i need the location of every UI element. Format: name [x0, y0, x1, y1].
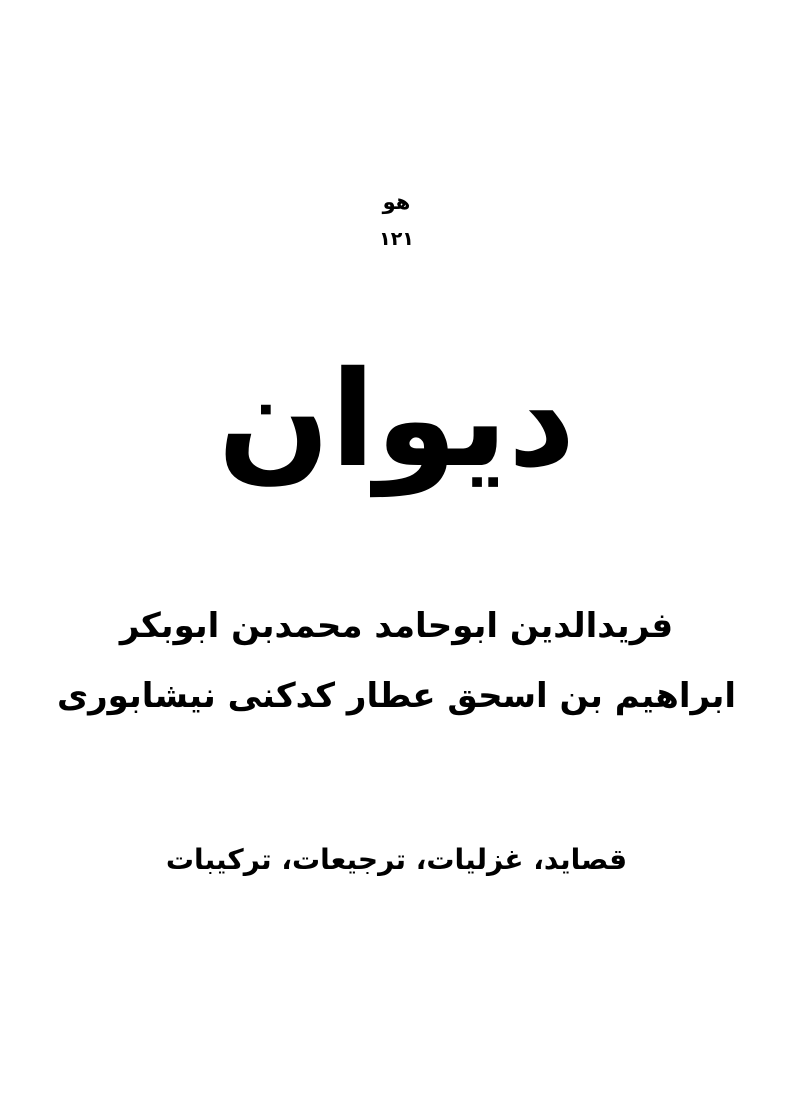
invocation-hu: هو [382, 190, 411, 214]
author-name-line1: فریدالدین ابوحامد محمدبن ابوبکر [119, 606, 674, 646]
contents-genres-line: قصاید، غزلیات، ترجیعات، ترکیبات [165, 843, 628, 876]
page-number: ۱۲۱ [379, 228, 414, 250]
book-title: دیوان [217, 343, 576, 497]
author-name-line2: ابراهیم بن اسحق عطار کدکنی نیشابوری [56, 676, 737, 716]
